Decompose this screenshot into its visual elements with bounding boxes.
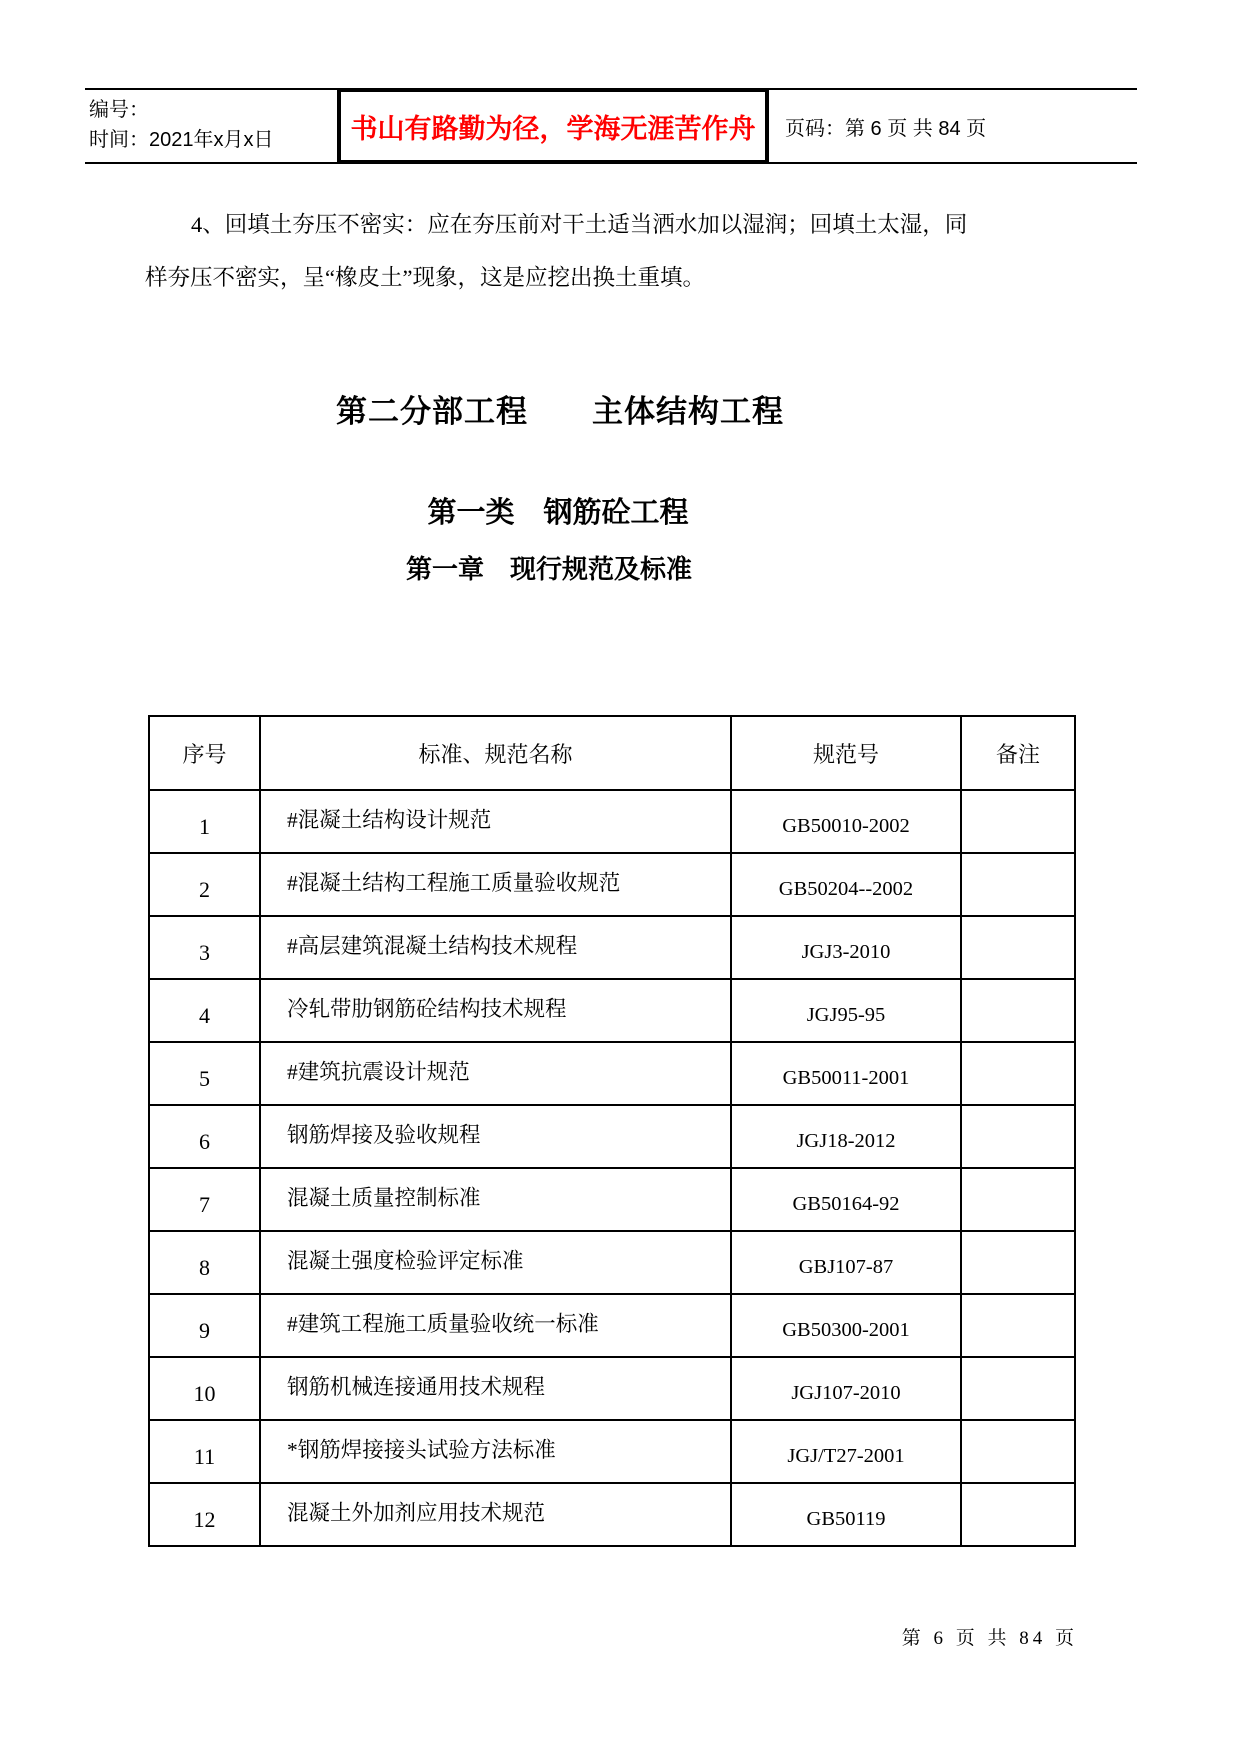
cell-note — [961, 790, 1075, 853]
cell-seq: 10 — [149, 1357, 260, 1420]
cell-note — [961, 1420, 1075, 1483]
cell-code: JGJ3-2010 — [731, 916, 961, 979]
cell-name: #建筑抗震设计规范 — [260, 1042, 731, 1105]
cell-seq: 9 — [149, 1294, 260, 1357]
table-row — [149, 853, 1075, 916]
header-motto-box — [337, 88, 769, 164]
cell-code: GB50300-2001 — [731, 1294, 961, 1357]
cell-name: #建筑工程施工质量验收统一标准 — [260, 1294, 731, 1357]
cell-code: JGJ107-2010 — [731, 1357, 961, 1420]
header-meta-cell — [85, 88, 337, 164]
cell-seq: 7 — [149, 1168, 260, 1231]
cell-code: GB50010-2002 — [731, 790, 961, 853]
cell-name: 钢筋机械连接通用技术规程 — [260, 1357, 731, 1420]
cell-seq: 6 — [149, 1105, 260, 1168]
cell-name: #高层建筑混凝土结构技术规程 — [260, 916, 731, 979]
cell-note — [961, 1231, 1075, 1294]
column-header-name: 标准、规范名称 — [260, 716, 731, 790]
cell-code: GB50164-92 — [731, 1168, 961, 1231]
cell-code: JGJ18-2012 — [731, 1105, 961, 1168]
cell-seq: 3 — [149, 916, 260, 979]
table-row — [149, 1483, 1075, 1546]
table-row — [149, 1294, 1075, 1357]
cell-name: 冷轧带肋钢筋砼结构技术规程 — [260, 979, 731, 1042]
cell-code: JGJ95-95 — [731, 979, 961, 1042]
table-row — [149, 1042, 1075, 1105]
column-header-note: 备注 — [961, 716, 1075, 790]
header-motto-text: 书山有路勤为径，学海无涯苦作舟 — [350, 113, 756, 144]
category-title: 第一类 钢筋砼工程 — [427, 497, 689, 529]
table-header-row — [149, 716, 1075, 790]
paragraph-line: 4、回填土夯压不密实：应在夯压前对干土适当洒水加以湿润；回填土太湿，同 — [191, 212, 968, 237]
table-row — [149, 1231, 1075, 1294]
cell-name: #混凝土结构设计规范 — [260, 790, 731, 853]
cell-seq: 5 — [149, 1042, 260, 1105]
cell-name: #混凝土结构工程施工质量验收规范 — [260, 853, 731, 916]
paragraph-line: 样夯压不密实，呈“橡皮土”现象，这是应挖出换土重填。 — [145, 265, 705, 290]
column-header-seq: 序号 — [149, 716, 260, 790]
table-row — [149, 1105, 1075, 1168]
chapter-title: 第一章 现行规范及标准 — [405, 555, 692, 584]
cell-note — [961, 1483, 1075, 1546]
cell-note — [961, 1105, 1075, 1168]
cell-seq: 1 — [149, 790, 260, 853]
cell-name: *钢筋焊接接头试验方法标准 — [260, 1420, 731, 1483]
standards-table — [148, 715, 1076, 1547]
cell-note — [961, 979, 1075, 1042]
cell-name: 钢筋焊接及验收规程 — [260, 1105, 731, 1168]
table-row — [149, 1420, 1075, 1483]
header-time-label: 时间：2021年x月x日 — [89, 129, 274, 151]
column-header-code: 规范号 — [731, 716, 961, 790]
cell-code: GB50119 — [731, 1483, 961, 1546]
cell-seq: 11 — [149, 1420, 260, 1483]
cell-name: 混凝土质量控制标准 — [260, 1168, 731, 1231]
header-pagenumber-cell — [769, 88, 1137, 164]
cell-note — [961, 1294, 1075, 1357]
footer-page-info: 第 6 页 共 84 页 — [901, 1628, 1078, 1649]
cell-name: 混凝土外加剂应用技术规范 — [260, 1483, 731, 1546]
body-paragraph — [145, 198, 1035, 304]
cell-seq: 4 — [149, 979, 260, 1042]
cell-seq: 2 — [149, 853, 260, 916]
section-title: 第二分部工程 主体结构工程 — [336, 394, 784, 429]
cell-name: 混凝土强度检验评定标准 — [260, 1231, 731, 1294]
cell-note — [961, 1042, 1075, 1105]
table-row — [149, 979, 1075, 1042]
cell-code: GB50204--2002 — [731, 853, 961, 916]
table-row — [149, 916, 1075, 979]
header-number-label: 编号： — [89, 99, 149, 121]
table-row — [149, 790, 1075, 853]
cell-note — [961, 853, 1075, 916]
cell-code: JGJ/T27-2001 — [731, 1420, 961, 1483]
cell-note — [961, 1357, 1075, 1420]
cell-seq: 8 — [149, 1231, 260, 1294]
cell-seq: 12 — [149, 1483, 260, 1546]
table-row — [149, 1357, 1075, 1420]
table-row — [149, 1168, 1075, 1231]
cell-note — [961, 1168, 1075, 1231]
cell-code: GB50011-2001 — [731, 1042, 961, 1105]
header-pagenumber-text: 页码：第 6 页 共 84 页 — [785, 117, 987, 140]
cell-note — [961, 916, 1075, 979]
cell-code: GBJ107-87 — [731, 1231, 961, 1294]
page-header — [85, 88, 1137, 164]
